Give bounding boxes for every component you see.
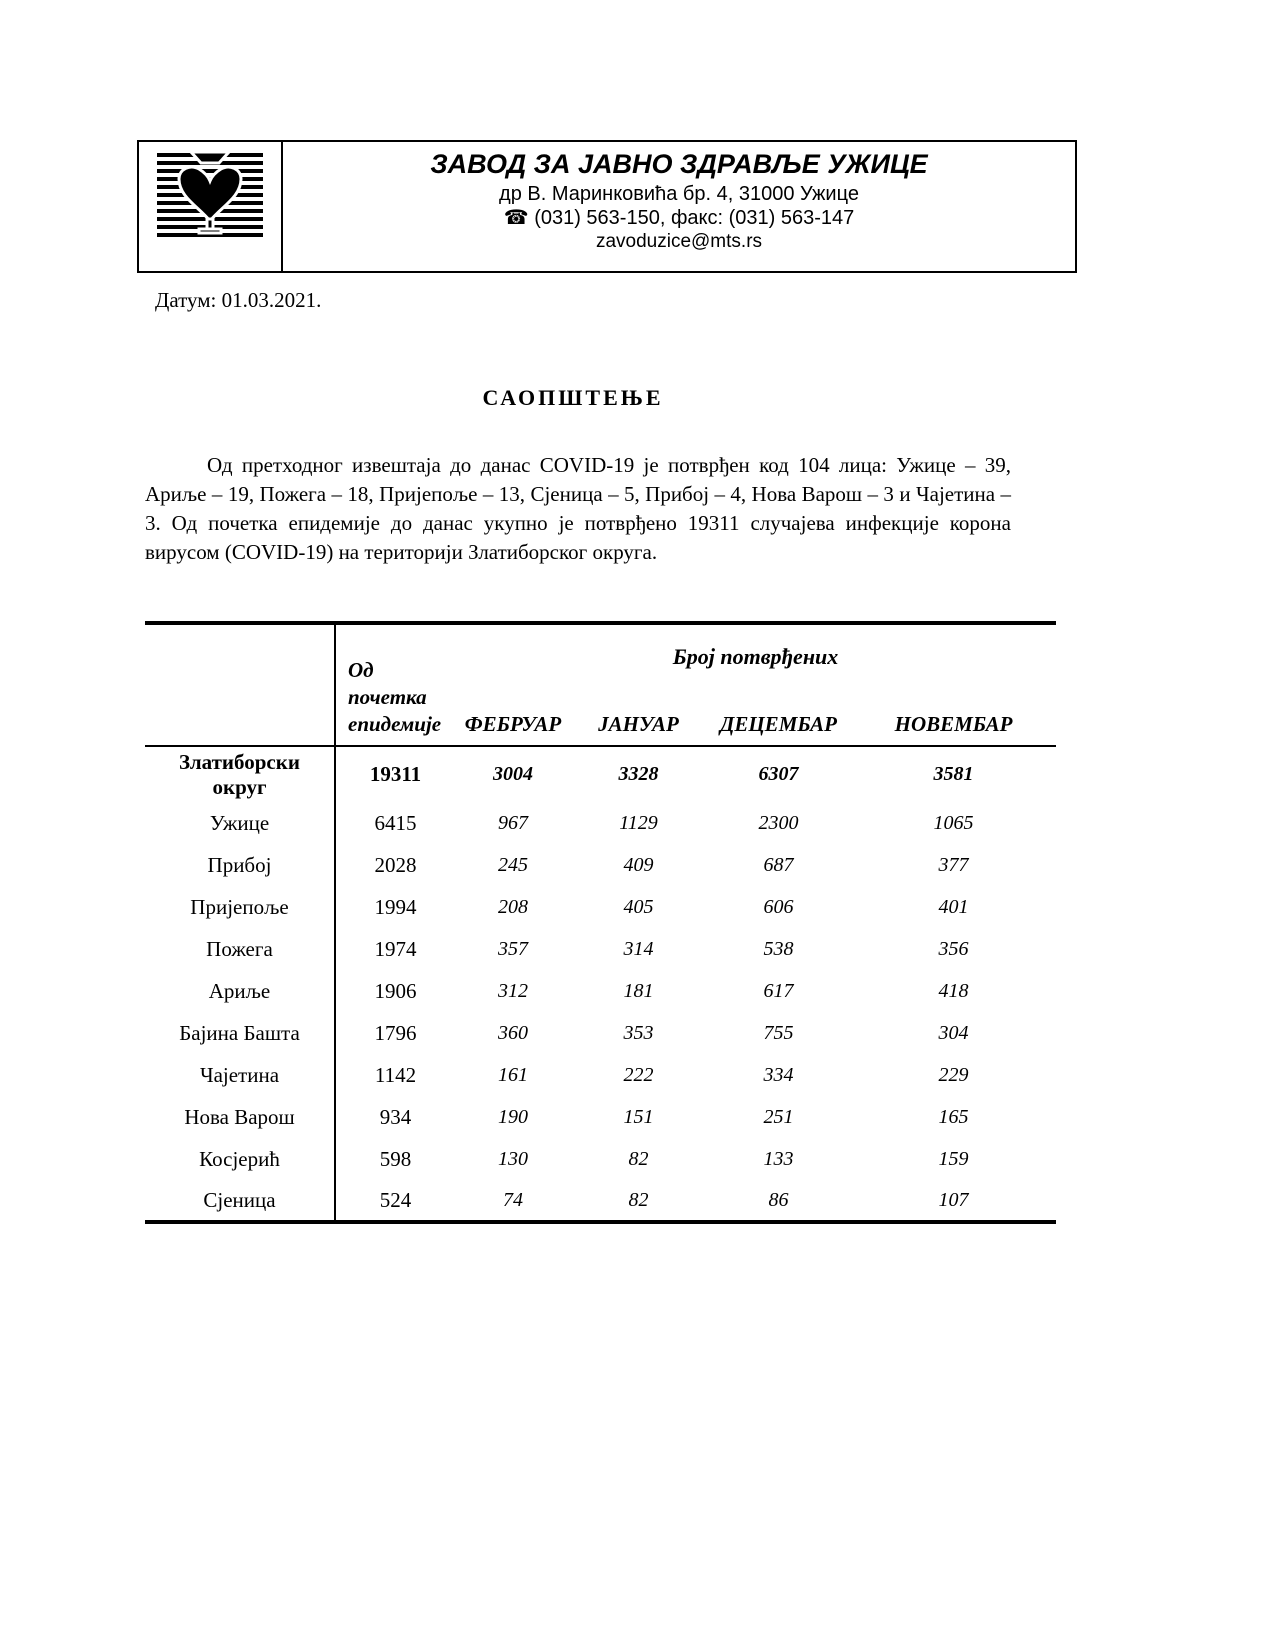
december-cell: 86: [768, 1188, 789, 1211]
table-row: [145, 746, 1056, 802]
total-cell: 1974: [374, 936, 417, 961]
col-header-from-start: Од почетка епидемије: [335, 623, 455, 746]
table-row: [145, 844, 1056, 886]
november-cell: 159: [938, 1147, 969, 1170]
col-header-december: ДЕЦЕМБАР: [706, 683, 851, 746]
table-row: [145, 1096, 1056, 1138]
municipality-name-cell: Чајетина: [145, 1054, 335, 1096]
municipality-name-cell: Сјеница: [145, 1180, 335, 1222]
february-cell: 245: [498, 853, 528, 876]
december-cell: 538: [763, 937, 794, 960]
february-cell: 74: [503, 1188, 523, 1211]
february-cell: 161: [498, 1063, 528, 1086]
january-cell: 409: [623, 853, 654, 876]
january-cell: 1129: [619, 811, 658, 834]
institute-name: ЗАВОД ЗА ЈАВНО ЗДРАВЉЕ УЖИЦЕ: [430, 149, 928, 179]
january-cell: 82: [628, 1188, 649, 1211]
striped-serpent-emblem-icon: [157, 151, 263, 248]
table-row: [145, 1012, 1056, 1054]
total-cell: 19311: [369, 762, 422, 786]
municipality-name-cell: Пријепоље: [145, 886, 335, 928]
total-cell: 1994: [374, 894, 417, 919]
november-cell: 377: [938, 853, 969, 876]
total-cell: 524: [379, 1187, 412, 1212]
table-row: [145, 928, 1056, 970]
february-cell: 312: [498, 979, 528, 1002]
total-cell: 1906: [374, 978, 417, 1003]
municipality-name-cell: Прибој: [145, 844, 335, 886]
february-cell: 360: [498, 1021, 528, 1044]
letterhead-box: [137, 140, 1077, 273]
december-cell: 617: [763, 979, 794, 1002]
february-cell: 130: [498, 1147, 528, 1170]
institute-address: др В. Маринковића бр. 4, 31000 Ужице: [499, 183, 859, 205]
november-cell: 107: [938, 1188, 969, 1211]
municipality-name-cell: Златиборски округ: [145, 746, 335, 802]
january-cell: 405: [623, 895, 654, 918]
february-cell: 190: [498, 1105, 528, 1128]
january-cell: 314: [623, 937, 654, 960]
february-cell: 967: [498, 811, 528, 834]
november-cell: 3581: [933, 763, 974, 785]
december-cell: 251: [763, 1105, 794, 1128]
february-cell: 3004: [493, 763, 533, 785]
november-cell: 304: [938, 1021, 969, 1044]
date-line: Датум: 01.03.2021.: [155, 288, 322, 312]
february-cell: 357: [498, 937, 528, 960]
municipality-name-cell: Пожега: [145, 928, 335, 970]
december-cell: 606: [763, 895, 794, 918]
cases-table: [145, 621, 1056, 1224]
february-cell: 208: [498, 895, 528, 918]
table-row: [145, 1180, 1056, 1222]
letterhead-text: [283, 142, 1075, 271]
corner-empty-cell: [145, 623, 335, 746]
announcement-paragraph: Од претходног извештаја до данас COVID-19 је потврђен код 104 лица: Ужице – 39, Ариље – 19, Пожега – 18, Пријепоље – 13, Сјеница – 5, Прибој – 4, Нова Варош – 3 и Чајетина – 3. Од почетка епидемије до данас укупно је потврђено 19311 случајева инфекције корона вирусом (COVID-19) на територији Златиборског округа.: [145, 453, 1011, 564]
table-row: [145, 886, 1056, 928]
municipality-name-cell: Ужице: [145, 802, 335, 844]
november-cell: 401: [938, 895, 969, 918]
table-row: [145, 802, 1056, 844]
total-cell: 2028: [374, 852, 417, 877]
municipality-name-cell: Косјерић: [145, 1138, 335, 1180]
january-cell: 3328: [618, 763, 659, 785]
november-cell: 1065: [933, 811, 974, 834]
december-cell: 755: [763, 1021, 794, 1044]
municipality-name-cell: Ариље: [145, 970, 335, 1012]
january-cell: 353: [623, 1021, 654, 1044]
col-header-february: ФЕБРУАР: [455, 683, 571, 746]
january-cell: 151: [623, 1105, 654, 1128]
november-cell: 165: [938, 1105, 969, 1128]
col-header-november: НОВЕМБАР: [851, 683, 1056, 746]
december-cell: 334: [763, 1063, 794, 1086]
january-cell: 181: [623, 979, 654, 1002]
november-cell: 356: [938, 937, 969, 960]
col-header-january: ЈАНУАР: [571, 683, 706, 746]
january-cell: 222: [623, 1063, 654, 1086]
december-cell: 2300: [758, 811, 799, 834]
table-row: [145, 1054, 1056, 1096]
december-cell: 6307: [758, 763, 799, 785]
page-title: САОПШТЕЊЕ: [482, 385, 664, 410]
table-row: [145, 970, 1056, 1012]
logo-cell: [139, 142, 283, 271]
january-cell: 82: [628, 1147, 649, 1170]
municipality-name-cell: Бајина Башта: [145, 1012, 335, 1054]
november-cell: 418: [938, 979, 969, 1002]
municipality-name-cell: Нова Варош: [145, 1096, 335, 1138]
november-cell: 229: [938, 1063, 969, 1086]
total-cell: 934: [379, 1104, 412, 1129]
table-row: [145, 1138, 1056, 1180]
december-cell: 133: [763, 1147, 794, 1170]
total-cell: 598: [379, 1146, 412, 1171]
total-cell: 1142: [374, 1062, 417, 1087]
group-header-confirmed: Број потврђених: [672, 644, 839, 669]
institute-phone: ☎ (031) 563-150, факс: (031) 563-147: [503, 207, 855, 229]
total-cell: 6415: [374, 810, 417, 835]
total-cell: 1796: [374, 1020, 417, 1045]
december-cell: 687: [763, 853, 794, 876]
institute-email: zavoduzice@mts.rs: [595, 231, 763, 252]
